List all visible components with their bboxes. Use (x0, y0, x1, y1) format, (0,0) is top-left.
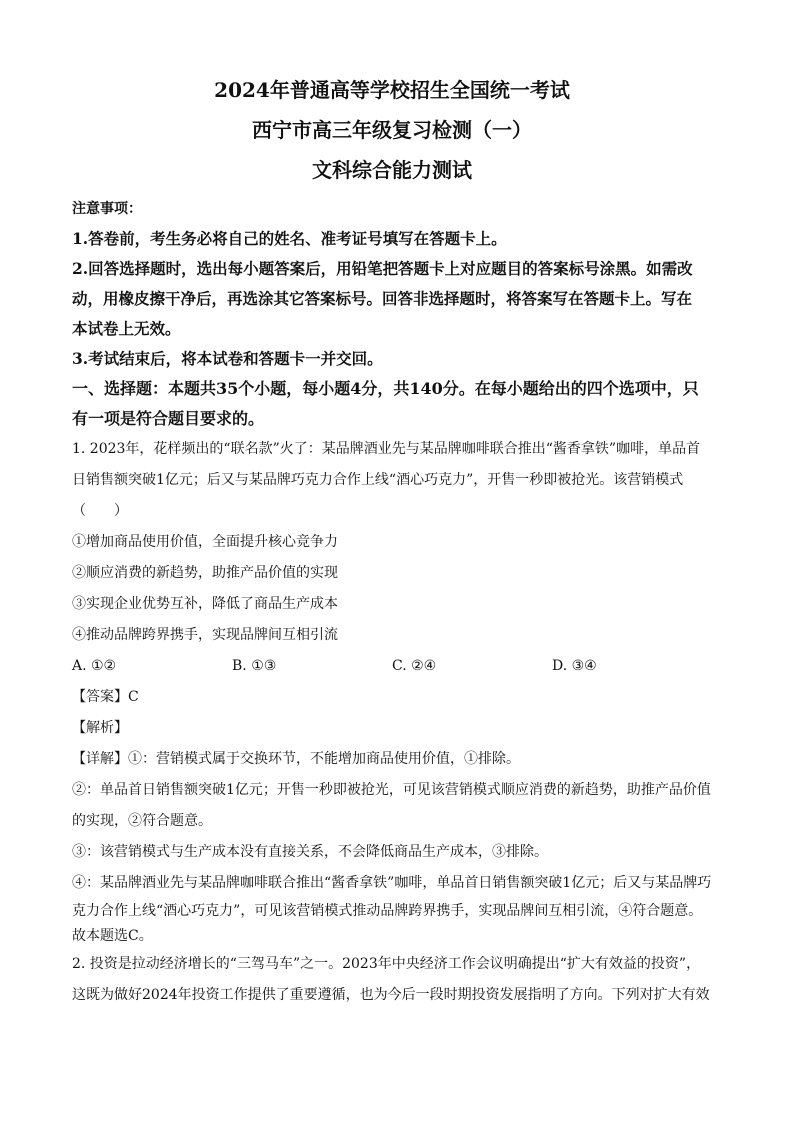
section-line-2: 有一项是符合题目要求的。 (72, 409, 265, 428)
note-3: 3.考试结束后，将本试卷和答题卡一并交回。 (72, 349, 383, 368)
note-2-line-1: 2.回答选择题时，选出每小题答案后，用铅笔把答题卡上对应题目的答案标号涂黑。如需改 (72, 259, 693, 278)
q1-option-d: D. ③④ (552, 658, 597, 674)
q1-detail-1: 【详解】①：营销模式属于交换环节，不能增加商品使用价值，①排除。 (72, 751, 520, 767)
q1-option-a: A. ①② (72, 658, 117, 674)
q1-detail-2-line-1: ②：单品首日销售额突破1亿元；开售一秒即被抢光，可见该营销模式顺应消费的新趋势，助推产品价值 (72, 782, 711, 798)
exam-title: 2024年普通高等学校招生全国统一考试 (214, 78, 570, 102)
q1-analysis-heading: 【解析】 (72, 720, 128, 736)
note-2-line-3: 本试卷上无效。 (72, 319, 181, 338)
notes-heading: 注意事项： (72, 201, 142, 217)
note-1: 1.答卷前，考生务必将自己的姓名、准考证号填写在答题卡上。 (72, 229, 507, 248)
q1-detail-4-line-2: 克力合作上线“酒心巧克力”，可见该营销模式推动品牌跨界携手，实现品牌间互相引流，④符合题意。 (72, 903, 703, 919)
q2-stem-line-2: 这既为做好2024年投资工作提供了重要遵循，也为今后一段时期投资发展指明了方向。下列对扩大有效 (72, 987, 710, 1003)
q1-detail-2-line-2: 的实现，②符合题意。 (72, 813, 212, 829)
q1-conclusion: 故本题选C。 (72, 928, 153, 944)
exam-subtitle: 西宁市高三年级复习检测（一） (252, 118, 532, 142)
question-1 (72, 434, 712, 949)
q1-detail-3: ③：该营销模式与生产成本没有直接关系，不会降低商品生产成本，③排除。 (72, 844, 548, 860)
q1-detail-4-line-1: ④：某品牌酒业先与某品牌咖啡联合推出“酱香拿铁”咖啡，单品首日销售额突破1亿元；后又与某品牌巧 (72, 875, 712, 891)
q1-options (72, 651, 712, 682)
q1-option-c: C. ②④ (392, 658, 437, 674)
q1-option-b: B. ①③ (232, 658, 277, 674)
section-heading (72, 374, 712, 434)
q1-stem-line-2: 日销售额突破1亿元；后又与某品牌巧克力合作上线“酒心巧克力”，开售一秒即被抢光。该营销模式 (72, 472, 684, 488)
q1-stem-line-3: （ ） (72, 503, 128, 519)
q1-statement-4: ④推动品牌跨界携手，实现品牌间互相引流 (72, 627, 338, 643)
note-2-line-2: 动，用橡皮擦干净后，再选涂其它答案标号。回答非选择题时，将答案写在答题卡上。写在 (72, 289, 693, 308)
q1-statement-2: ②顺应消费的新趋势，助推产品价值的实现 (72, 565, 338, 581)
q1-stem-line-1: 1. 2023年，花样频出的“联名款”火了：某品牌酒业先与某品牌咖啡联合推出“酱香拿铁”咖啡，单品首 (72, 441, 701, 457)
q2-stem-line-1: 2. 投资是拉动经济增长的“三驾马车”之一。2023年中央经济工作会议明确提出“扩大有效益的投资”， (72, 956, 701, 972)
notes-block (72, 194, 712, 374)
exam-subject: 文科综合能力测试 (312, 158, 472, 182)
q1-statement-3: ③实现企业优势互补，降低了商品生产成本 (72, 596, 338, 612)
q1-answer: 【答案】C (72, 689, 139, 705)
question-2 (72, 949, 712, 1011)
section-line-1: 一、选择题：本题共35个小题，每小题4分，共140分。在每小题给出的四个选项中，只 (72, 379, 699, 398)
q1-statement-1: ①增加商品使用价值，全面提升核心竞争力 (72, 534, 338, 550)
